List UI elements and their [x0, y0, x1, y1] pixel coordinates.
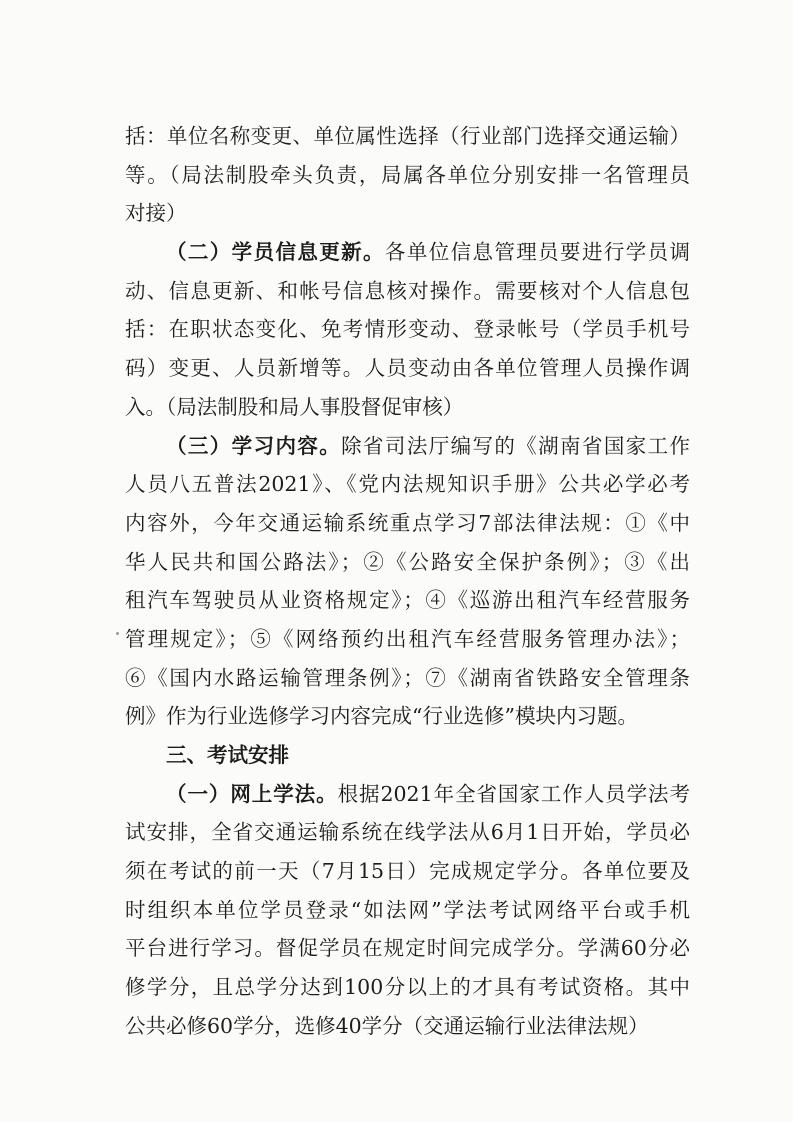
- text-line: ⑥《国内水路运输管理条例》；⑦《湖南省铁路安全管理条: [125, 665, 690, 690]
- text-line: 时组织本单位学员登录“如法网”学法考试网络平台或手机: [125, 897, 690, 922]
- text-line: 管理规定》；⑤《网络预约出租汽车经营服务管理办法》；: [125, 626, 690, 651]
- document-body: [125, 117, 690, 1046]
- paragraph-first-line: [125, 775, 690, 814]
- subsection-heading: （二）学员信息更新。: [166, 240, 385, 265]
- text-line: 试安排，全省交通运输系统在线学法从6月1日开始，学员必: [125, 820, 690, 845]
- text-span: 各单位信息管理员要进行学员调: [384, 240, 690, 265]
- text-line: 华人民共和国公路法》；②《公路安全保护条例》；③《出: [125, 549, 690, 574]
- subsection-heading: （一）网上学法。: [166, 781, 338, 806]
- text-line: 动、信息更新、和帐号信息核对操作。需要核对个人信息包: [125, 278, 690, 303]
- text-line: 括：单位名称变更、单位属性选择（行业部门选择交通运输）: [125, 124, 690, 148]
- scan-artifact: [116, 632, 119, 635]
- text-line: 入。（局法制股和局人事股督促审核）: [125, 394, 464, 419]
- text-line: 平台进行学习。督促学员在规定时间完成学分。学满60分必: [125, 936, 690, 961]
- subsection-heading: （三）学习内容。: [166, 433, 342, 458]
- text-line: 人员八五普法2021》、《党内法规知识手册》公共必学必考: [125, 472, 690, 497]
- paragraph-first-line: [125, 427, 690, 466]
- text-line: 例》作为行业选修学习内容完成“行业选修”模块内习题。: [125, 704, 638, 729]
- text-line: 对接）: [125, 201, 187, 226]
- text-line: 租汽车驾驶员从业资格规定》；④《巡游出租汽车经营服务: [125, 588, 690, 613]
- text-line: 须在考试的前一天（7月15日）完成规定学分。各单位要及: [125, 859, 690, 884]
- text-line: 内容外，今年交通运输系统重点学习7部法律法规：①《中: [125, 510, 690, 535]
- text-span: 除省司法厅编写的《湖南省国家工作: [341, 433, 690, 458]
- text-line: 等。（局法制股牵头负责，局属各单位分别安排一名管理员: [125, 162, 690, 187]
- text-span: 根据2021年全省国家工作人员学法考: [337, 781, 690, 806]
- paragraph-first-line: [125, 233, 690, 272]
- text-line: 修学分，且总学分达到100分以上的才具有考试资格。其中: [125, 975, 690, 1000]
- text-line: 括：在职状态变化、免考情形变动、登录帐号（学员手机号: [125, 317, 690, 342]
- section-title: 三、考试安排: [166, 743, 289, 767]
- text-line: 公共必修60学分，选修40学分（交通运输行业法律法规）: [125, 1013, 649, 1038]
- text-line: 码）变更、人员新增等。人员变动由各单位管理人员操作调: [125, 356, 690, 381]
